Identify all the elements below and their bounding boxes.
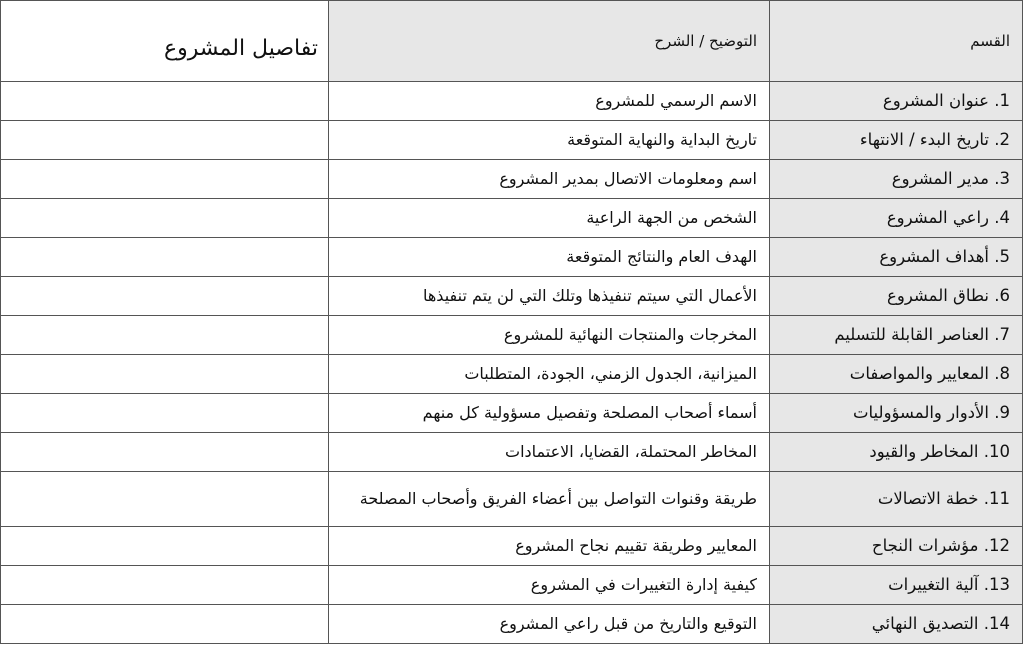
table-row xyxy=(1,316,1023,355)
table-row xyxy=(1,605,1023,644)
table-row xyxy=(1,355,1023,394)
table-row xyxy=(1,82,1023,121)
explanation-cell: المخرجات والمنتجات النهائية للمشروع xyxy=(329,316,770,355)
table-row xyxy=(1,527,1023,566)
section-cell: 12. مؤشرات النجاح xyxy=(770,527,1023,566)
section-cell: 4. راعي المشروع xyxy=(770,199,1023,238)
section-cell: 11. خطة الاتصالات xyxy=(770,472,1023,527)
explanation-cell: طريقة وقنوات التواصل بين أعضاء الفريق وأصحاب المصلحة xyxy=(329,472,770,527)
section-cell: 14. التصديق النهائي xyxy=(770,605,1023,644)
header-section: القسم xyxy=(770,1,1023,82)
header-details: تفاصيل المشروع xyxy=(1,1,329,82)
section-cell: 7. العناصر القابلة للتسليم xyxy=(770,316,1023,355)
table-row xyxy=(1,433,1023,472)
table-row xyxy=(1,277,1023,316)
explanation-cell: التوقيع والتاريخ من قبل راعي المشروع xyxy=(329,605,770,644)
explanation-cell: أسماء أصحاب المصلحة وتفصيل مسؤولية كل منهم xyxy=(329,394,770,433)
details-cell[interactable] xyxy=(1,394,329,433)
explanation-cell: المعايير وطريقة تقييم نجاح المشروع xyxy=(329,527,770,566)
table-row xyxy=(1,394,1023,433)
table-row xyxy=(1,238,1023,277)
details-cell[interactable] xyxy=(1,199,329,238)
details-cell[interactable] xyxy=(1,121,329,160)
explanation-cell: الميزانية، الجدول الزمني، الجودة، المتطلبات xyxy=(329,355,770,394)
details-cell[interactable] xyxy=(1,82,329,121)
explanation-cell: المخاطر المحتملة، القضايا، الاعتمادات xyxy=(329,433,770,472)
details-cell[interactable] xyxy=(1,355,329,394)
header-row xyxy=(1,1,1023,82)
details-cell[interactable] xyxy=(1,433,329,472)
section-cell: 10. المخاطر والقيود xyxy=(770,433,1023,472)
explanation-cell: الأعمال التي سيتم تنفيذها وتلك التي لن يتم تنفيذها xyxy=(329,277,770,316)
section-cell: 1. عنوان المشروع xyxy=(770,82,1023,121)
explanation-cell: كيفية إدارة التغييرات في المشروع xyxy=(329,566,770,605)
details-cell[interactable] xyxy=(1,527,329,566)
table-row xyxy=(1,199,1023,238)
section-cell: 8. المعايير والمواصفات xyxy=(770,355,1023,394)
details-cell[interactable] xyxy=(1,160,329,199)
details-cell[interactable] xyxy=(1,277,329,316)
section-cell: 2. تاريخ البدء / الانتهاء xyxy=(770,121,1023,160)
table-row xyxy=(1,472,1023,527)
section-cell: 5. أهداف المشروع xyxy=(770,238,1023,277)
details-cell[interactable] xyxy=(1,316,329,355)
explanation-cell: الاسم الرسمي للمشروع xyxy=(329,82,770,121)
details-cell[interactable] xyxy=(1,605,329,644)
section-cell: 13. آلية التغييرات xyxy=(770,566,1023,605)
details-cell[interactable] xyxy=(1,566,329,605)
details-cell[interactable] xyxy=(1,238,329,277)
table-row xyxy=(1,566,1023,605)
explanation-cell: اسم ومعلومات الاتصال بمدير المشروع xyxy=(329,160,770,199)
section-cell: 9. الأدوار والمسؤوليات xyxy=(770,394,1023,433)
section-cell: 6. نطاق المشروع xyxy=(770,277,1023,316)
explanation-cell: الشخص من الجهة الراعية xyxy=(329,199,770,238)
header-explanation: التوضيح / الشرح xyxy=(329,1,770,82)
details-cell[interactable] xyxy=(1,472,329,527)
table-row xyxy=(1,121,1023,160)
table-row xyxy=(1,160,1023,199)
section-cell: 3. مدير المشروع xyxy=(770,160,1023,199)
explanation-cell: الهدف العام والنتائج المتوقعة xyxy=(329,238,770,277)
explanation-cell: تاريخ البداية والنهاية المتوقعة xyxy=(329,121,770,160)
